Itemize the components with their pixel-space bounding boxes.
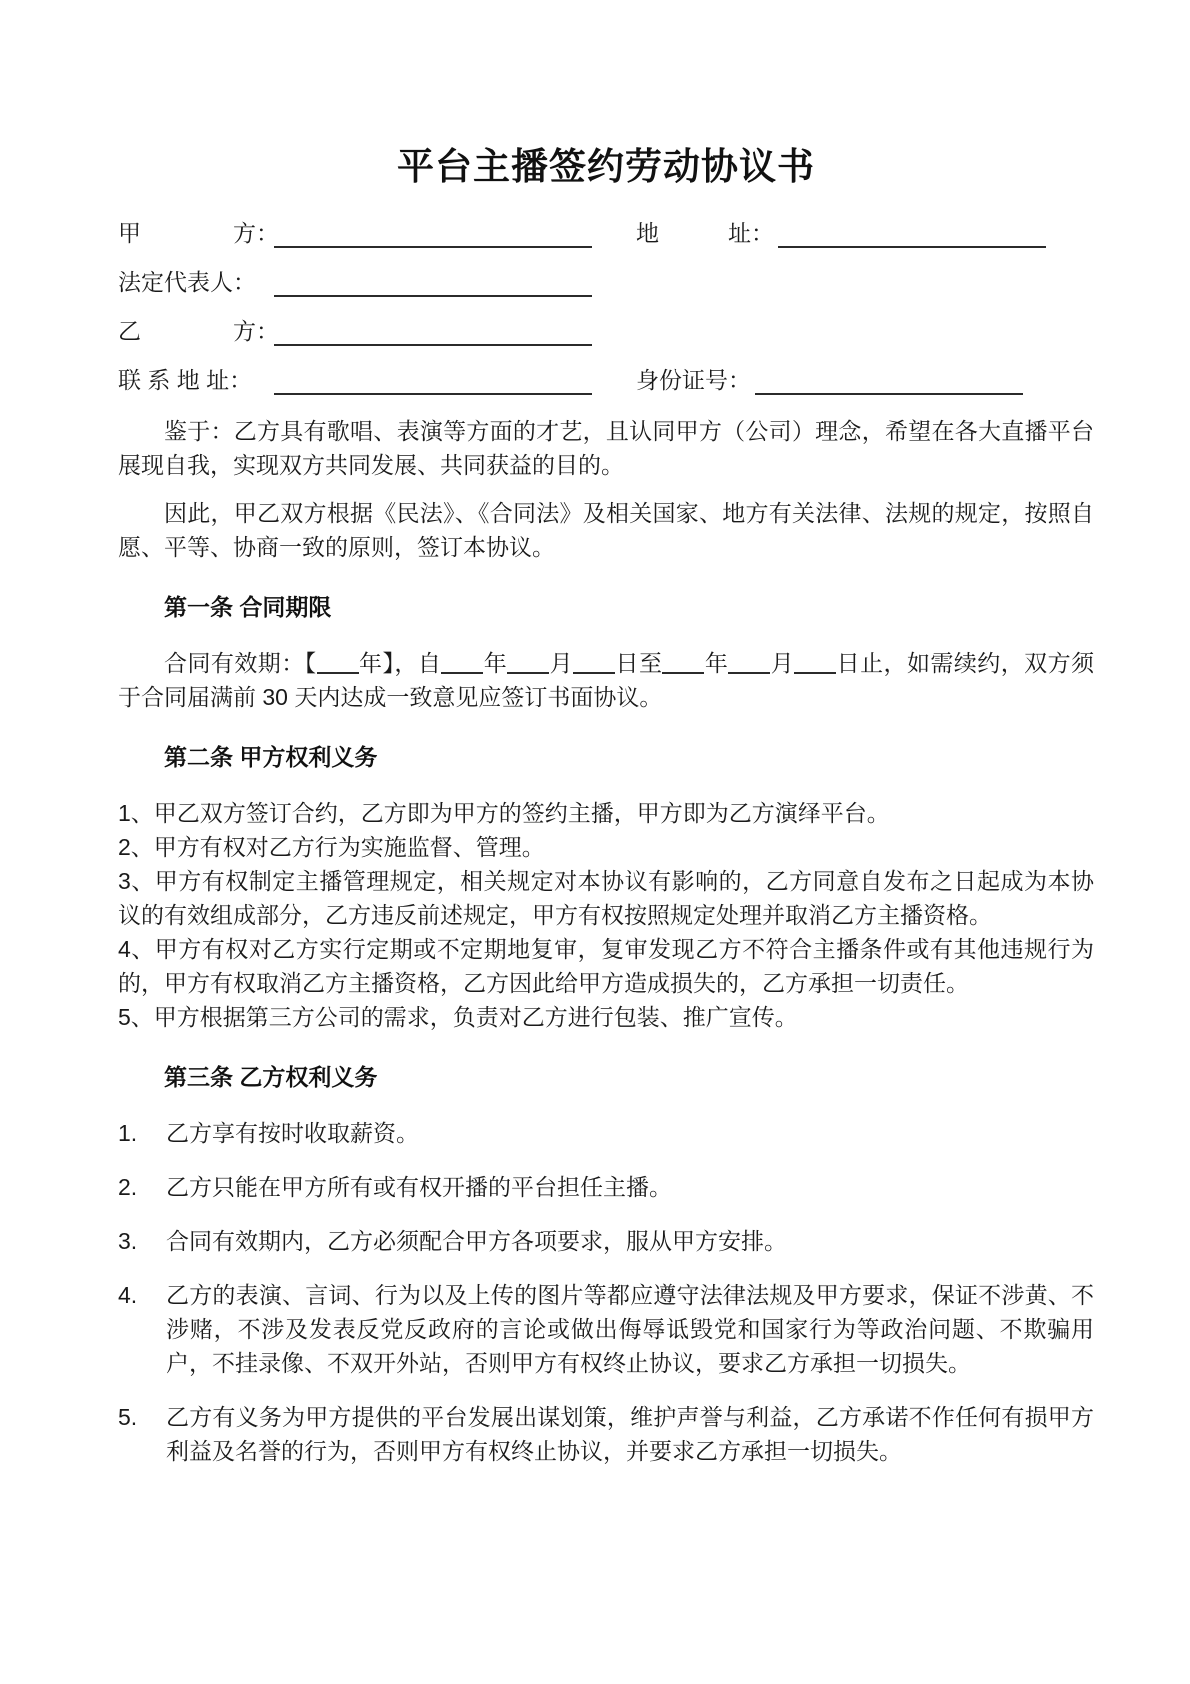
list-item — [118, 1278, 1094, 1380]
start-day-unit: 日至 — [615, 650, 663, 676]
list-item-marker: 1. — [118, 1120, 138, 1146]
list-item-text: 乙方只能在甲方所有或有权开播的平台担任主播。 — [166, 1174, 672, 1200]
legal-representative-label: 法定代表人： — [118, 269, 256, 295]
list-item: 5、甲方根据第三方公司的需求，负责对乙方进行包装、推广宣传。 — [118, 1004, 798, 1030]
list-item — [118, 1400, 1094, 1468]
clause-prefix: 合同有效期：【 — [164, 650, 317, 676]
list-item-marker: 5. — [118, 1404, 138, 1430]
contact-address-input[interactable] — [274, 368, 592, 395]
contact-address-label: 联 系 地 址： — [118, 367, 253, 393]
list-item: 3、甲方有权制定主播管理规定，相关规定对本协议有影响的，乙方同意自发布之日起成为本协议的有效组成部分，乙方违反前述规定，甲方有权按照规定处理并取消乙方主播资格。 — [118, 868, 1094, 928]
form-row-legal-rep — [118, 267, 1094, 297]
address-input[interactable] — [778, 221, 1046, 248]
party-info-form — [118, 218, 1094, 395]
section-heading-1: 第一条 合同期限 — [164, 594, 332, 620]
field-party-b — [118, 316, 592, 346]
list-item: 1、甲乙双方签订合约，乙方即为甲方的签约主播，甲方即为乙方演绎平台。 — [118, 800, 890, 826]
paragraph-gap — [118, 488, 1094, 496]
term-years-blank[interactable] — [317, 651, 359, 674]
end-month-blank[interactable] — [728, 651, 770, 674]
field-id-number — [636, 365, 1023, 395]
list-item: 4、甲方有权对乙方实行定期或不定期地复审，复审发现乙方不符合主播条件或有其他违规行为的，甲方有权取消乙方主播资格，乙方因此给甲方造成损失的，乙方承担一切责任。 — [118, 936, 1094, 996]
list-item — [118, 1224, 1094, 1258]
clause-year-unit: 年】，自 — [358, 650, 442, 676]
list-item — [118, 1116, 1094, 1150]
form-row-party-a-address — [118, 218, 1094, 248]
party-b-input[interactable] — [274, 319, 592, 346]
party-a-label: 甲 方： — [118, 220, 279, 246]
contract-term-clause — [118, 646, 1094, 714]
list-item-marker: 4. — [118, 1282, 138, 1308]
field-legal-representative — [118, 267, 592, 297]
list-item: 2、甲方有权对乙方行为实施监督、管理。 — [118, 834, 545, 860]
end-day-blank[interactable] — [794, 651, 836, 674]
list-item-text: 乙方享有按时收取薪资。 — [166, 1120, 419, 1146]
start-month-unit: 月 — [549, 650, 574, 676]
form-row-party-b — [118, 316, 1094, 346]
clause-tail: 止，如需续约，双方须于合同届满前 30 天内达成一致意见应签订书面协议。 — [118, 650, 1095, 710]
preamble-paragraph-2: 因此，甲乙双方根据《民法》、《合同法》及相关国家、地方有关法律、法规的规定，按照自愿、平等、协商一致的原则，签订本协议。 — [118, 500, 1094, 560]
id-number-label: 身份证号： — [636, 367, 751, 393]
list-item-marker: 2. — [118, 1174, 138, 1200]
end-year-blank[interactable] — [662, 651, 704, 674]
section-3-item-list — [118, 1116, 1094, 1468]
field-address — [636, 218, 1046, 248]
end-year-unit: 年 — [704, 650, 729, 676]
legal-representative-input[interactable] — [274, 270, 592, 297]
page-title: 平台主播签约劳动协议书 — [397, 146, 815, 187]
list-item-marker: 3. — [118, 1228, 138, 1254]
start-year-blank[interactable] — [441, 651, 483, 674]
end-month-unit: 月 — [770, 650, 795, 676]
section-heading-3: 第三条 乙方权利义务 — [164, 1064, 378, 1090]
list-item — [118, 1170, 1094, 1204]
id-number-input[interactable] — [755, 368, 1023, 395]
list-item-text: 合同有效期内，乙方必须配合甲方各项要求，服从甲方安排。 — [166, 1228, 787, 1254]
start-year-unit: 年 — [483, 650, 508, 676]
form-row-contact-address-id — [118, 365, 1094, 395]
section-heading-2: 第二条 甲方权利义务 — [164, 744, 378, 770]
list-item-text: 乙方有义务为甲方提供的平台发展出谋划策，维护声誉与利益，乙方承诺不作任何有损甲方利益及名誉的行为，否则甲方有权终止协议，并要求乙方承担一切损失。 — [166, 1404, 1094, 1464]
party-b-label: 乙 方： — [118, 318, 279, 344]
start-day-blank[interactable] — [573, 651, 615, 674]
section-2-item-list — [118, 796, 1094, 1034]
list-item-text: 乙方的表演、言词、行为以及上传的图片等都应遵守法律法规及甲方要求，保证不涉黄、不涉赌，不涉及发表反党反政府的言论或做出侮辱诋毁党和国家行为等政治问题、不欺骗用户，不挂录像、不双开外站，否则甲方有权终止协议，要求乙方承担一切损失。 — [166, 1282, 1094, 1376]
start-month-blank[interactable] — [507, 651, 549, 674]
field-party-a — [118, 218, 592, 248]
address-label: 地 址： — [636, 220, 774, 246]
preamble-paragraph-1: 鉴于：乙方具有歌唱、表演等方面的才艺，且认同甲方（公司）理念，希望在各大直播平台展现自我，实现双方共同发展、共同获益的目的。 — [118, 418, 1094, 478]
party-a-input[interactable] — [274, 221, 592, 248]
field-contact-address — [118, 365, 592, 395]
end-day-unit: 日 — [836, 650, 861, 676]
